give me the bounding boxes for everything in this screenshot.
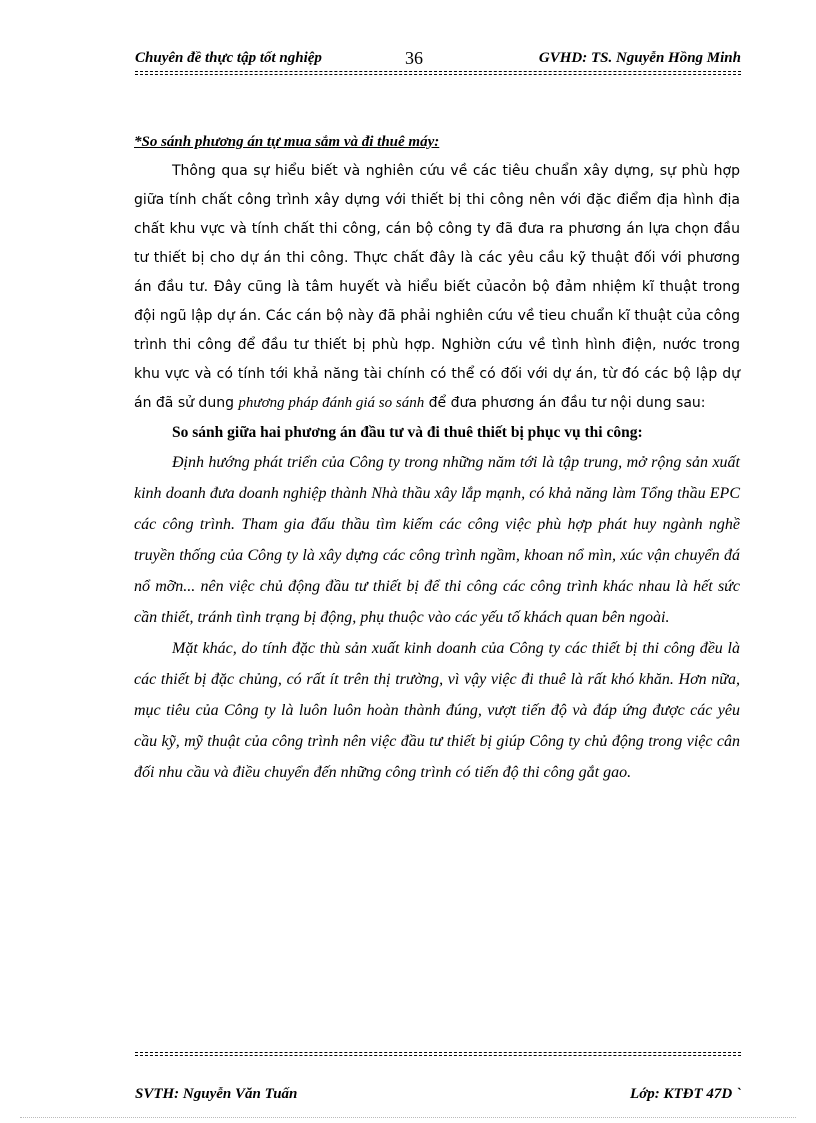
paragraph-intro-tail: để đưa phương án đầu tư nội dung sau: xyxy=(428,395,706,411)
footer-student: SVTH: Nguyễn Văn Tuấn xyxy=(135,1086,298,1102)
paragraph-intro-text: Thông qua sự hiểu biết và nghiên cứu về các tiêu chuẩn xây dựng, sự phù hợp giữa tính chất công trình xây dựng với thiết bị thi công nên với đặc điểm địa hình địa chất khu vực và tính chất thi công, cán bộ công ty đã đưa ra phương án lựa chọn đầu tư thiết bị cho dự án thi công. Thực chất đây là các yêu cầu kỹ thuật đối với phương án đầu tư. Đây cũng là tâm huyết và hiểu biết củacỏn bộ đảm nhiệm kĩ thuật trong đội ngũ lập dự án. Các cán bộ này đã phải nghiên cứu về tieu chuẩn kĩ thuật của công trình thi công để đầu tư thiết bị phù hợp. Nghiờn cứu về tình hình điện, nước trong khu vực và có tính tới khả năng tài chính có thể có đối với dự án, từ đó các bộ lập dự án đã sử dung xyxy=(134,163,740,411)
footer-divider-secondary xyxy=(135,1055,741,1056)
page-bottom-edge xyxy=(20,1117,796,1118)
header-title: Chuyên đề thực tập tốt nghiệp xyxy=(135,50,322,66)
footer-class: Lớp: KTĐT 47D ` xyxy=(630,1086,741,1102)
header-advisor: GVHD: TS. Nguyễn Hồng Minh xyxy=(538,50,741,66)
paragraph-orientation: Định hướng phát triển của Công ty trong những năm tới là tập trung, mở rộng sản xuất kinh doanh đưa doanh nghiệp thành Nhà thầu xây lắp mạnh, có khả năng làm Tổng thầu EPC các công trình. Tham gia đấu thầu tìm kiếm các công việc phù hợp phát huy ngành nghề truyền thống của Công ty là xây dựng các công trình ngầm, khoan nổ mìn, xúc vận chuyển đá nổ mỡn... nên việc chủ động đầu tư thiết bị để thi công các công trình khác nhau là hết sức cần thiết, tránh tình trạng bị động, phụ thuộc vào các yếu tố khách quan bên ngoài. xyxy=(134,454,740,626)
comparison-subheading: So sánh giữa hai phương án đầu tư và đi thuê thiết bị phục vụ thi công: xyxy=(172,424,643,441)
header-divider xyxy=(135,71,741,72)
page-header xyxy=(135,48,741,70)
paragraph-intro-emphasis: phương pháp đánh giá so sánh xyxy=(238,395,425,411)
footer-divider xyxy=(135,1052,741,1053)
paragraph-intro xyxy=(134,157,740,418)
document-body xyxy=(134,128,740,788)
paragraph-specifics: Mặt khác, do tính đặc thù sản xuất kinh doanh của Công ty các thiết bị thi công đều là các thiết bị đặc chủng, có rất ít trên thị trường, vì vậy việc đi thuê là rất khó khăn. Hơn nữa, mục tiêu của Công ty là luôn luôn hoàn thành đúng, vượt tiến độ và đáp ứng được các yêu cầu kỹ, mỹ thuật của công trình nên việc đầu tư thiết bị giúp Công ty chủ động trong việc cân đối nhu cầu và điều chuyển đến những công trình có tiến độ thi công gắt gao. xyxy=(134,640,740,781)
section-heading: *So sánh phương án tự mua sắm và đi thuê máy: xyxy=(134,134,440,150)
header-divider-secondary xyxy=(135,74,741,75)
page-number: 36 xyxy=(405,48,423,68)
